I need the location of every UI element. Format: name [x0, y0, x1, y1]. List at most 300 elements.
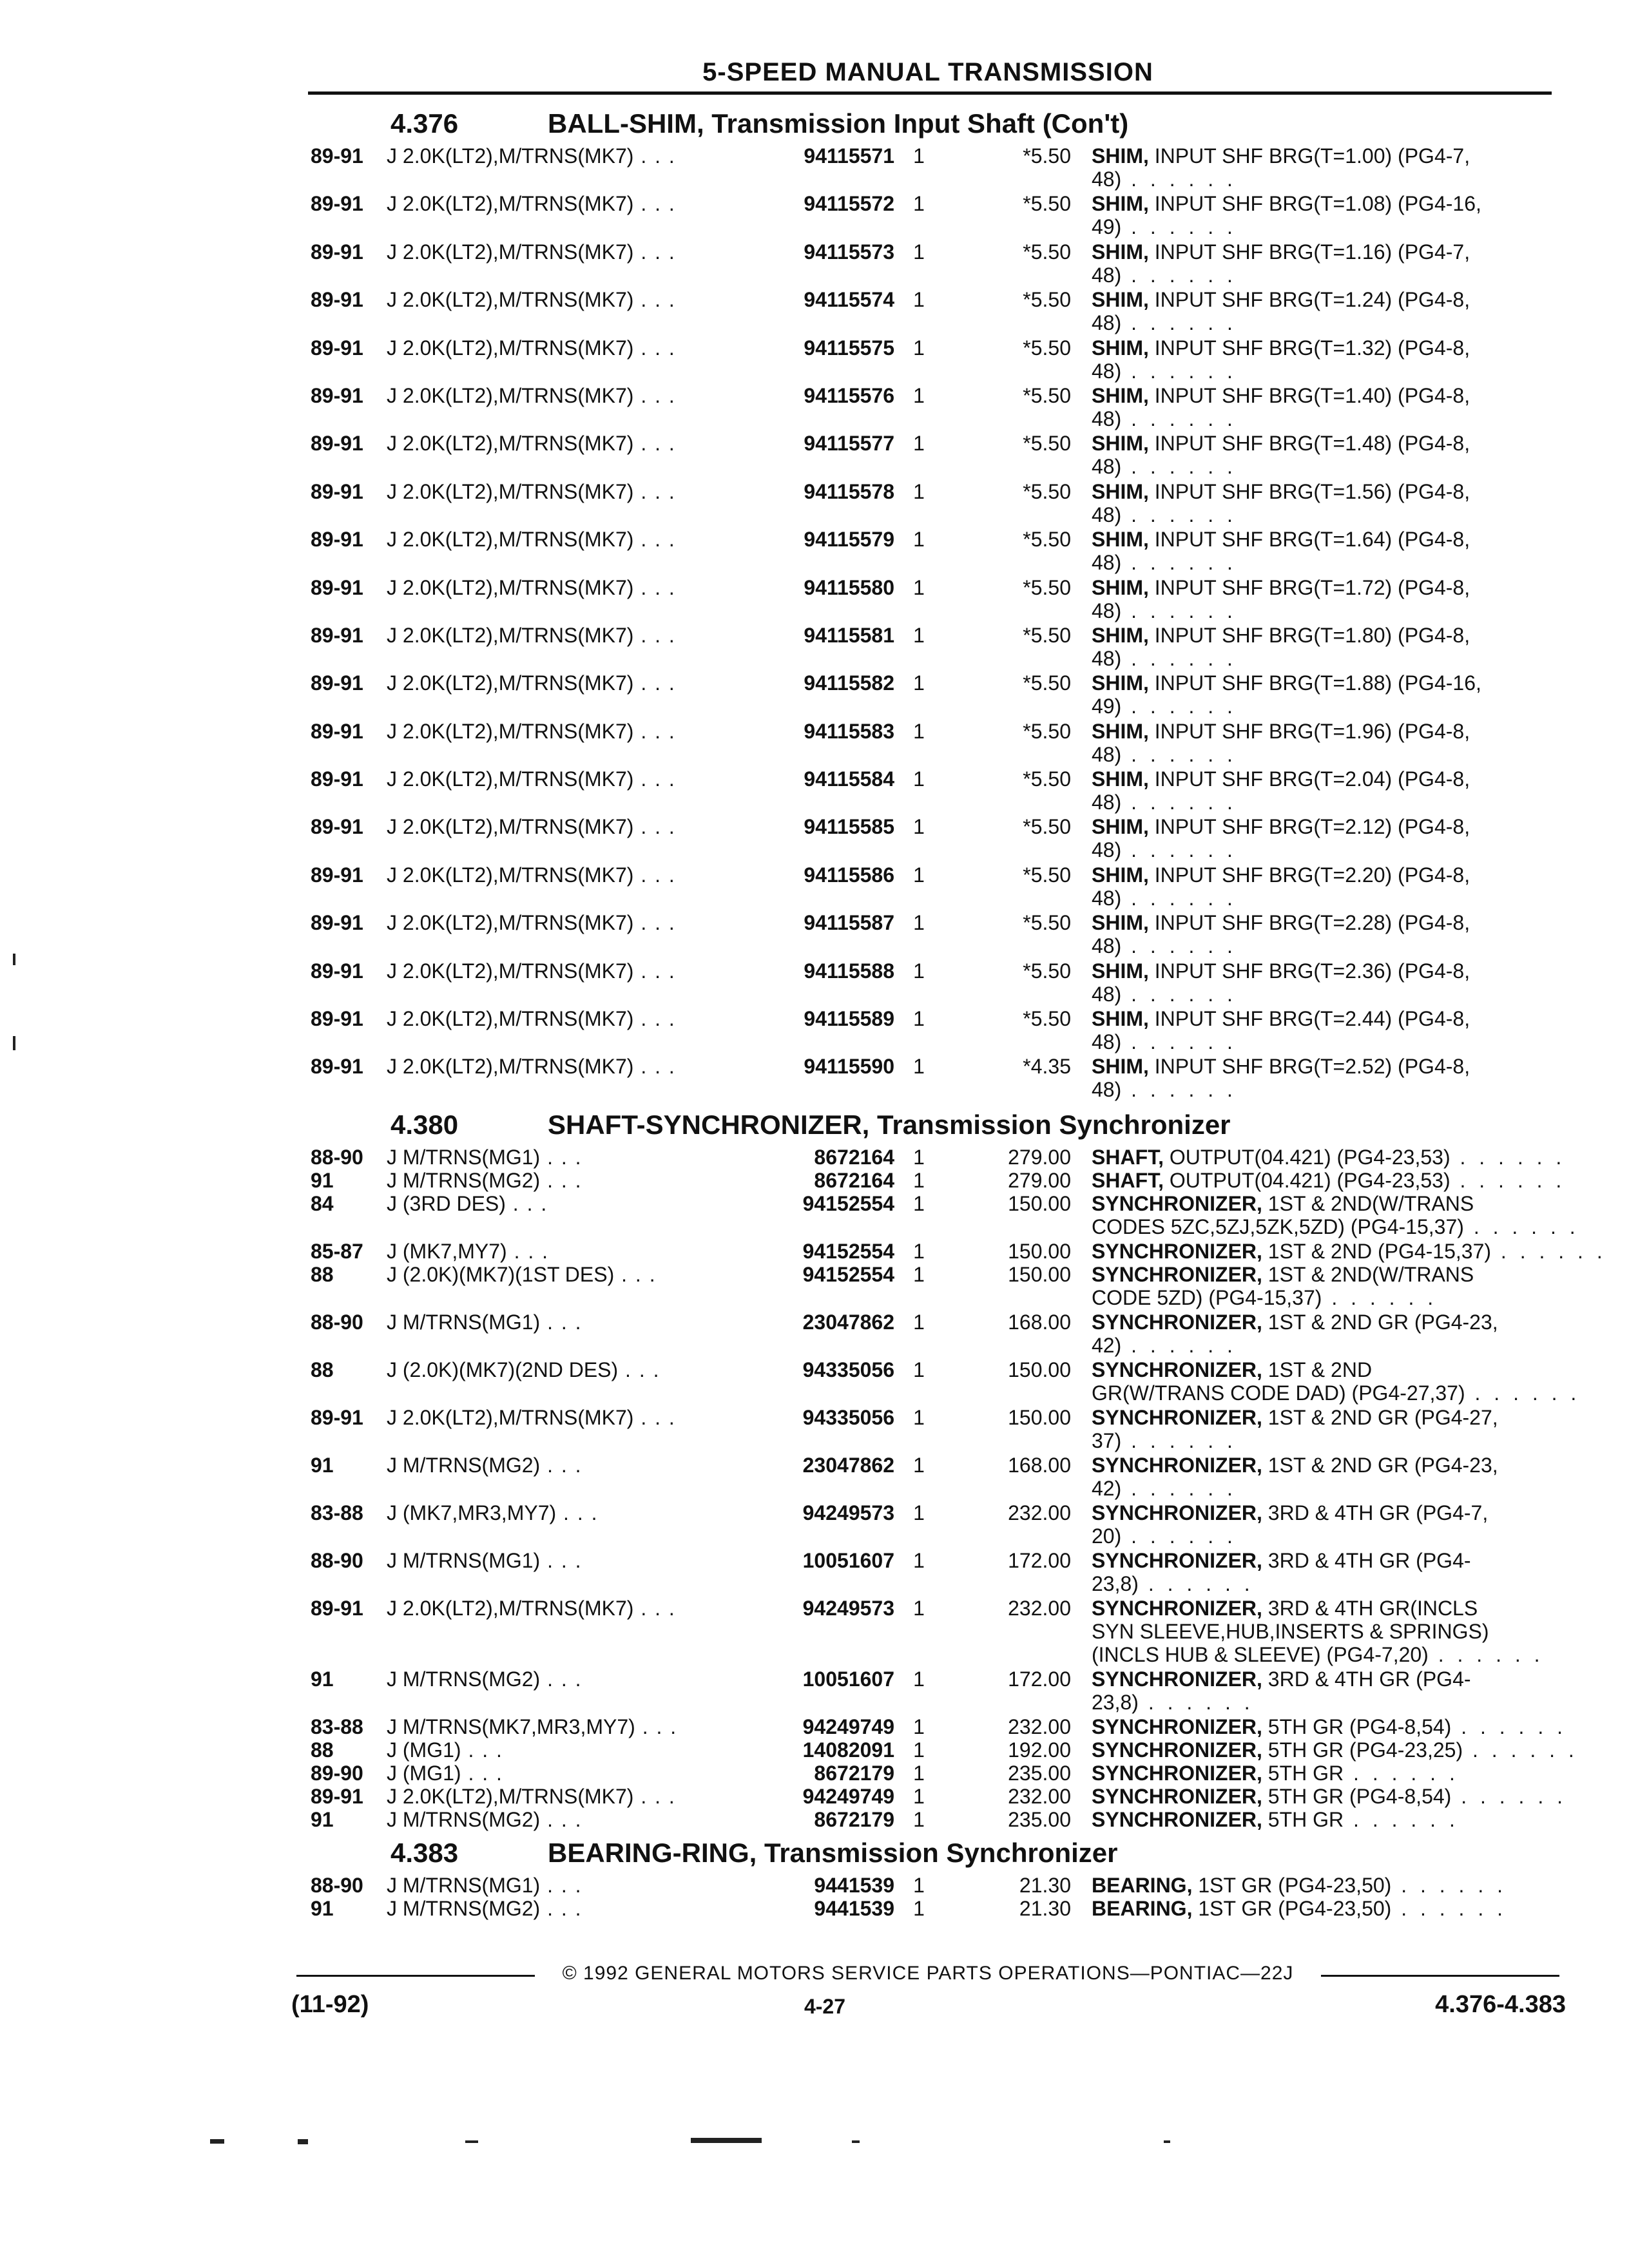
- row-quantity: 1: [913, 1358, 925, 1381]
- row-part-number: 94115582: [804, 671, 894, 695]
- leader-dots: . . .: [633, 479, 676, 503]
- leader-dots: . . . . . .: [1121, 1078, 1237, 1102]
- row-application: J 2.0K(LT2),M/TRNS(MK7): [387, 479, 634, 503]
- leader-dots: . . .: [633, 432, 676, 456]
- row-description: [1092, 384, 1556, 430]
- row-years: 89-91: [311, 336, 363, 360]
- leader-dots: . . . . . .: [1322, 1285, 1438, 1309]
- row-part-number: 94115584: [804, 767, 894, 791]
- row-years: 91: [311, 1807, 334, 1831]
- row-part-number: 94335056: [802, 1358, 894, 1381]
- row-price: *5.50: [1023, 911, 1071, 935]
- description-line-2: SYN SLEEVE,HUB,INSERTS & SPRINGS): [1092, 1619, 1489, 1643]
- row-application: J M/TRNS(MG2): [387, 1168, 541, 1192]
- leader-dots: . . .: [461, 1761, 503, 1785]
- leader-dots: . . . . . .: [1451, 1715, 1566, 1738]
- description-name: SYNCHRONIZER,: [1092, 1262, 1262, 1286]
- description-detail: INPUT SHF BRG(T=1.16) (PG4-7,: [1148, 240, 1470, 264]
- row-application: J M/TRNS(MG1): [387, 1873, 541, 1897]
- row-application-cell: [387, 1146, 583, 1169]
- description-name: SHIM,: [1092, 911, 1149, 935]
- row-application-cell: [387, 432, 676, 455]
- row-application-cell: [387, 1311, 583, 1334]
- description-name: SHAFT,: [1092, 1168, 1164, 1192]
- row-quantity: 1: [913, 767, 925, 791]
- row-application-cell: [387, 671, 676, 695]
- description-line-2: 48): [1092, 1078, 1122, 1102]
- leader-dots: . . .: [633, 240, 676, 264]
- row-application-cell: [387, 1240, 549, 1263]
- leader-dots: . . .: [540, 1453, 583, 1477]
- table-row: [311, 288, 1554, 336]
- row-price: 232.00: [1008, 1501, 1071, 1524]
- description-name: SYNCHRONIZER,: [1092, 1715, 1262, 1738]
- description-detail: 1ST & 2ND GR (PG4-27,: [1262, 1405, 1498, 1429]
- table-row: [311, 1311, 1554, 1358]
- row-description: [1092, 671, 1556, 718]
- row-years: 88-90: [311, 1548, 363, 1572]
- scan-speck: [210, 2139, 224, 2144]
- description-detail: INPUT SHF BRG(T=2.04) (PG4-8,: [1148, 767, 1470, 791]
- row-price: *5.50: [1023, 767, 1071, 791]
- section-number: 4.376: [390, 108, 459, 139]
- row-application: J 2.0K(LT2),M/TRNS(MK7): [387, 288, 634, 312]
- row-part-number: 14082091: [802, 1738, 894, 1762]
- footer-copyright: © 1992 GENERAL MOTORS SERVICE PARTS OPERATIONS—PONTIAC—22J: [562, 1963, 1294, 1984]
- table-row: [311, 1715, 1566, 1738]
- row-quantity: 1: [913, 863, 925, 887]
- scan-speck: [13, 954, 15, 965]
- row-years: 85-87: [311, 1239, 363, 1263]
- description-line-2: 48): [1092, 982, 1122, 1006]
- leader-dots: . . . . . .: [1121, 695, 1237, 718]
- row-years: 83-88: [311, 1715, 363, 1738]
- footer-rule-left: [296, 1975, 535, 1977]
- row-description: [1092, 1808, 1556, 1831]
- row-quantity: 1: [913, 432, 925, 456]
- row-quantity: 1: [913, 959, 925, 983]
- row-years: 89-91: [311, 432, 363, 456]
- row-description: [1092, 1897, 1556, 1920]
- table-row: [311, 576, 1554, 624]
- row-years: 91: [311, 1168, 334, 1192]
- leader-dots: . . . . . .: [1451, 1784, 1566, 1808]
- table-row: [311, 1874, 1554, 1897]
- description-name: SHIM,: [1092, 144, 1149, 168]
- row-price: *5.50: [1023, 863, 1071, 887]
- description-name: SHIM,: [1092, 863, 1149, 887]
- row-quantity: 1: [913, 719, 925, 743]
- leader-dots: . . .: [505, 1191, 548, 1215]
- row-application: J M/TRNS(MG2): [387, 1453, 541, 1477]
- description-name: SHIM,: [1092, 240, 1149, 264]
- table-row: [311, 1549, 1554, 1597]
- leader-dots: . . . . . .: [1450, 1145, 1566, 1169]
- leader-dots: . . . . . .: [1121, 359, 1237, 383]
- row-application-cell: [387, 1785, 676, 1808]
- description-name: SHIM,: [1092, 383, 1149, 407]
- row-description: [1092, 1311, 1556, 1357]
- row-application: J M/TRNS(MG2): [387, 1667, 541, 1691]
- leader-dots: . . .: [614, 1262, 657, 1286]
- leader-dots: . . .: [506, 1239, 550, 1263]
- row-part-number: 94115575: [804, 336, 894, 360]
- row-application: J M/TRNS(MG1): [387, 1548, 541, 1572]
- table-row: [311, 815, 1554, 863]
- leader-dots: . . . . . .: [1121, 263, 1237, 287]
- row-quantity: 1: [913, 623, 925, 647]
- row-part-number: 94152554: [802, 1262, 894, 1286]
- row-application-cell: [387, 528, 676, 551]
- row-price: 232.00: [1008, 1596, 1071, 1620]
- table-row: [311, 1667, 1554, 1715]
- description-detail: INPUT SHF BRG(T=1.64) (PG4-8,: [1148, 528, 1470, 552]
- scan-speck: [1164, 2140, 1170, 2143]
- row-part-number: 8672164: [814, 1168, 894, 1192]
- leader-dots: . . . . . .: [1121, 934, 1237, 958]
- row-application: J (MK7,MY7): [387, 1239, 507, 1263]
- leader-dots: . . .: [633, 528, 676, 552]
- description-detail: INPUT SHF BRG(T=1.80) (PG4-8,: [1148, 623, 1470, 647]
- leader-dots: . . .: [540, 1873, 583, 1897]
- leader-dots: . . . . . .: [1121, 168, 1237, 191]
- section-title: [311, 1831, 1554, 1874]
- table-row: [311, 1055, 1554, 1102]
- section-name: BEARING-RING, Transmission Synchronizer: [548, 1837, 1118, 1868]
- description-line-2: GR(W/TRANS CODE DAD) (PG4-27,37): [1092, 1381, 1465, 1405]
- row-quantity: 1: [913, 671, 925, 695]
- description-name: SYNCHRONIZER,: [1092, 1405, 1262, 1429]
- description-line-2: 48): [1092, 646, 1122, 670]
- leader-dots: . . .: [633, 1784, 676, 1808]
- row-application-cell: [387, 624, 676, 647]
- table-row: [311, 192, 1554, 240]
- row-price: *5.50: [1023, 383, 1071, 407]
- row-years: 89-91: [311, 575, 363, 599]
- row-part-number: 94115581: [804, 623, 894, 647]
- description-name: SYNCHRONIZER,: [1092, 1784, 1262, 1808]
- row-quantity: 1: [913, 528, 925, 552]
- row-years: 89-91: [311, 479, 363, 503]
- row-part-number: 94115590: [804, 1055, 894, 1079]
- footer-date: (11-92): [291, 1991, 369, 2018]
- row-description: [1092, 432, 1556, 478]
- row-quantity: 1: [913, 192, 925, 216]
- row-application-cell: [387, 911, 676, 934]
- description-line-2: 48): [1092, 886, 1122, 910]
- row-quantity: 1: [913, 911, 925, 935]
- row-years: 89-91: [311, 719, 363, 743]
- row-quantity: 1: [913, 1310, 925, 1334]
- leader-dots: . . . . . .: [1465, 1381, 1581, 1405]
- leader-dots: . . .: [540, 1145, 583, 1169]
- description-name: BEARING,: [1092, 1873, 1193, 1897]
- row-years: 89-91: [311, 623, 363, 647]
- leader-dots: . . .: [633, 336, 676, 360]
- row-application: J (MG1): [387, 1761, 461, 1785]
- description-name: SHIM,: [1092, 479, 1149, 503]
- leader-dots: . . .: [633, 959, 676, 983]
- row-application: J M/TRNS(MG1): [387, 1310, 541, 1334]
- description-detail: 1ST & 2ND GR (PG4-23,: [1262, 1453, 1498, 1477]
- section-name: SHAFT-SYNCHRONIZER, Transmission Synchronizer: [548, 1109, 1231, 1140]
- table-row: [311, 1263, 1554, 1311]
- leader-dots: . . . . . .: [1121, 838, 1237, 862]
- table-row: [311, 432, 1554, 479]
- description-name: SYNCHRONIZER,: [1092, 1239, 1262, 1263]
- row-part-number: 94249573: [802, 1501, 894, 1524]
- row-application: J 2.0K(LT2),M/TRNS(MK7): [387, 1405, 634, 1429]
- row-part-number: 94249749: [802, 1784, 894, 1808]
- leader-dots: . . . . . .: [1138, 1571, 1254, 1595]
- row-years: 89-91: [311, 911, 363, 935]
- row-application-cell: [387, 1738, 503, 1762]
- leader-dots: . . . . . .: [1121, 1030, 1237, 1054]
- row-description: [1092, 767, 1556, 814]
- row-application: J 2.0K(LT2),M/TRNS(MK7): [387, 1784, 634, 1808]
- row-quantity: 1: [913, 1055, 925, 1079]
- row-years: 89-91: [311, 863, 363, 887]
- row-application-cell: [387, 1762, 503, 1785]
- description-detail: 1ST & 2ND GR (PG4-23,: [1262, 1310, 1498, 1334]
- row-application-cell: [387, 1263, 657, 1286]
- row-price: *5.50: [1023, 432, 1071, 456]
- leader-dots: . . . . . .: [1121, 1333, 1237, 1357]
- row-part-number: 8672164: [814, 1145, 894, 1169]
- table-row: [311, 671, 1554, 719]
- parts-listing: [311, 102, 1606, 1920]
- leader-dots: . . . . . .: [1121, 742, 1237, 766]
- table-row: [311, 1762, 1554, 1785]
- description-name: SHIM,: [1092, 192, 1149, 216]
- row-price: *5.50: [1023, 671, 1071, 695]
- row-description: [1092, 1762, 1556, 1785]
- description-detail: INPUT SHF BRG(T=1.96) (PG4-8,: [1148, 719, 1470, 743]
- description-detail: INPUT SHF BRG(T=2.28) (PG4-8,: [1148, 911, 1470, 935]
- row-application-cell: [387, 1597, 676, 1620]
- row-description: [1092, 815, 1556, 861]
- description-detail: INPUT SHF BRG(T=1.88) (PG4-16,: [1148, 671, 1481, 695]
- row-application: J (2.0K)(MK7)(2ND DES): [387, 1358, 619, 1381]
- row-quantity: 1: [913, 1548, 925, 1572]
- row-part-number: 94115580: [804, 575, 894, 599]
- row-quantity: 1: [913, 1007, 925, 1031]
- leader-dots: . . . . . .: [1121, 311, 1237, 335]
- description-line-2: 48): [1092, 503, 1122, 526]
- row-years: 89-91: [311, 528, 363, 552]
- leader-dots: . . .: [633, 288, 676, 312]
- description-detail: INPUT SHF BRG(T=2.36) (PG4-8,: [1148, 959, 1470, 983]
- row-quantity: 1: [913, 288, 925, 312]
- description-line-2: 48): [1092, 359, 1122, 383]
- row-application-cell: [387, 767, 676, 791]
- row-application: J 2.0K(LT2),M/TRNS(MK7): [387, 240, 634, 264]
- row-application: J 2.0K(LT2),M/TRNS(MK7): [387, 623, 634, 647]
- description-name: SHIM,: [1092, 1055, 1149, 1079]
- leader-dots: . . . . . .: [1121, 1524, 1237, 1548]
- description-line-2: 20): [1092, 1524, 1122, 1548]
- row-application: J 2.0K(LT2),M/TRNS(MK7): [387, 863, 634, 887]
- row-part-number: 94115576: [804, 383, 894, 407]
- row-description: [1092, 1715, 1566, 1738]
- row-quantity: 1: [913, 1807, 925, 1831]
- row-price: 235.00: [1008, 1761, 1071, 1785]
- row-description: [1092, 1738, 1578, 1762]
- footer-rule-right: [1321, 1975, 1559, 1977]
- leader-dots: . . . . . .: [1121, 982, 1237, 1006]
- table-row: [311, 1808, 1554, 1831]
- description-detail: INPUT SHF BRG(T=1.08) (PG4-16,: [1148, 192, 1481, 216]
- row-part-number: 23047862: [802, 1310, 894, 1334]
- row-part-number: 94115585: [804, 815, 894, 839]
- leader-dots: . . . . . .: [1344, 1807, 1459, 1831]
- row-part-number: 94115577: [804, 432, 894, 456]
- row-application: J 2.0K(LT2),M/TRNS(MK7): [387, 1007, 634, 1031]
- row-quantity: 1: [913, 1784, 925, 1808]
- section-number: 4.383: [390, 1837, 459, 1868]
- row-description: [1092, 192, 1556, 238]
- description-name: SHIM,: [1092, 719, 1149, 743]
- row-description: [1092, 1145, 1566, 1169]
- description-line-2: 37): [1092, 1428, 1122, 1452]
- description-name: SYNCHRONIZER,: [1092, 1807, 1262, 1831]
- row-application: J 2.0K(LT2),M/TRNS(MK7): [387, 959, 634, 983]
- row-price: 150.00: [1008, 1239, 1071, 1263]
- row-part-number: 10051607: [802, 1667, 894, 1691]
- description-line-2: 48): [1092, 791, 1122, 814]
- row-application: J 2.0K(LT2),M/TRNS(MK7): [387, 383, 634, 407]
- row-description: [1092, 1597, 1556, 1666]
- row-part-number: 94152554: [802, 1239, 894, 1263]
- row-description: [1092, 1239, 1606, 1263]
- row-description: [1092, 1263, 1556, 1309]
- description-detail: 3RD & 4TH GR(INCLS: [1262, 1596, 1478, 1620]
- description-name: SYNCHRONIZER,: [1092, 1548, 1262, 1572]
- row-quantity: 1: [913, 1145, 925, 1169]
- leader-dots: . . .: [633, 719, 676, 743]
- scan-speck: [852, 2140, 860, 2143]
- description-name: BEARING,: [1092, 1896, 1193, 1920]
- leader-dots: . . .: [540, 1807, 583, 1831]
- row-application: J 2.0K(LT2),M/TRNS(MK7): [387, 336, 634, 360]
- row-application-cell: [387, 144, 676, 168]
- description-name: SYNCHRONIZER,: [1092, 1667, 1262, 1691]
- description-line-2: CODE 5ZD) (PG4-15,37): [1092, 1285, 1322, 1309]
- table-row: [311, 384, 1554, 432]
- description-detail: INPUT SHF BRG(T=1.40) (PG4-8,: [1148, 383, 1470, 407]
- row-price: *5.50: [1023, 719, 1071, 743]
- description-detail: 3RD & 4TH GR (PG4-7,: [1262, 1501, 1489, 1524]
- row-years: 88-90: [311, 1873, 363, 1897]
- leader-dots: . . . . . .: [1450, 1168, 1566, 1192]
- row-application-cell: [387, 1169, 583, 1192]
- leader-dots: . . . . . .: [1391, 1873, 1507, 1897]
- leader-dots: . . . . . .: [1121, 407, 1237, 430]
- row-application-cell: [387, 1454, 583, 1477]
- row-price: *5.50: [1023, 240, 1071, 264]
- row-quantity: 1: [913, 1596, 925, 1620]
- section-number: 4.380: [390, 1109, 459, 1140]
- row-price: *5.50: [1023, 959, 1071, 983]
- row-description: [1092, 911, 1556, 957]
- row-description: [1092, 336, 1556, 383]
- table-row: [311, 144, 1554, 192]
- row-years: 89-91: [311, 959, 363, 983]
- row-price: *5.50: [1023, 575, 1071, 599]
- table-row: [311, 863, 1554, 911]
- row-description: [1092, 1007, 1556, 1053]
- description-detail: 5TH GR: [1262, 1807, 1344, 1831]
- row-application: J (MK7,MR3,MY7): [387, 1501, 557, 1524]
- row-description: [1092, 1358, 1581, 1405]
- table-row: [311, 959, 1554, 1007]
- row-description: [1092, 624, 1556, 670]
- row-application: J M/TRNS(MG2): [387, 1807, 541, 1831]
- leader-dots: . . .: [633, 671, 676, 695]
- row-part-number: 10051607: [802, 1548, 894, 1572]
- description-detail: 1ST GR (PG4-23,50): [1192, 1873, 1392, 1897]
- row-description: [1092, 959, 1556, 1006]
- leader-dots: . . . . . .: [1428, 1642, 1544, 1666]
- description-name: SYNCHRONIZER,: [1092, 1596, 1262, 1620]
- row-quantity: 1: [913, 1501, 925, 1524]
- description-line-3: (INCLS HUB & SLEEVE) (PG4-7,20): [1092, 1642, 1429, 1666]
- row-part-number: 94115572: [804, 192, 894, 216]
- row-application: J (MG1): [387, 1738, 461, 1762]
- row-description: [1092, 1549, 1556, 1595]
- row-description: [1092, 1874, 1556, 1897]
- row-part-number: 94115586: [804, 863, 894, 887]
- table-row: [311, 1501, 1554, 1549]
- row-application: J 2.0K(LT2),M/TRNS(MK7): [387, 815, 634, 839]
- description-line-2: 42): [1092, 1476, 1122, 1500]
- row-years: 91: [311, 1667, 334, 1691]
- row-part-number: 9441539: [814, 1896, 894, 1920]
- description-name: SHIM,: [1092, 959, 1149, 983]
- header-rule: [308, 91, 1552, 95]
- row-price: 168.00: [1008, 1310, 1071, 1334]
- row-years: 88: [311, 1358, 334, 1381]
- leader-dots: . . .: [633, 144, 676, 168]
- description-detail: INPUT SHF BRG(T=1.72) (PG4-8,: [1148, 575, 1470, 599]
- row-description: [1092, 1454, 1556, 1500]
- row-years: 88-90: [311, 1310, 363, 1334]
- description-detail: 5TH GR (PG4-8,54): [1262, 1715, 1452, 1738]
- table-row: [311, 1358, 1581, 1406]
- leader-dots: . . .: [633, 1007, 676, 1031]
- description-line-2: 48): [1092, 934, 1122, 958]
- table-row: [311, 1454, 1554, 1501]
- table-row: [311, 336, 1554, 384]
- row-part-number: 94152554: [802, 1191, 894, 1215]
- row-quantity: 1: [913, 575, 925, 599]
- row-quantity: 1: [913, 1262, 925, 1286]
- row-price: *5.50: [1023, 192, 1071, 216]
- description-detail: 1ST & 2ND: [1262, 1358, 1373, 1381]
- leader-dots: . . . . . .: [1491, 1239, 1606, 1263]
- row-application-cell: [387, 720, 676, 743]
- row-description: [1092, 1501, 1556, 1548]
- row-application: J 2.0K(LT2),M/TRNS(MK7): [387, 1055, 634, 1079]
- description-line-2: 48): [1092, 455, 1122, 479]
- row-part-number: 94115583: [804, 719, 894, 743]
- description-line-2: 48): [1092, 551, 1122, 575]
- row-price: *5.50: [1023, 336, 1071, 360]
- row-application: J 2.0K(LT2),M/TRNS(MK7): [387, 528, 634, 552]
- row-description: [1092, 1055, 1556, 1101]
- table-row: [311, 767, 1554, 815]
- row-years: 89-91: [311, 1007, 363, 1031]
